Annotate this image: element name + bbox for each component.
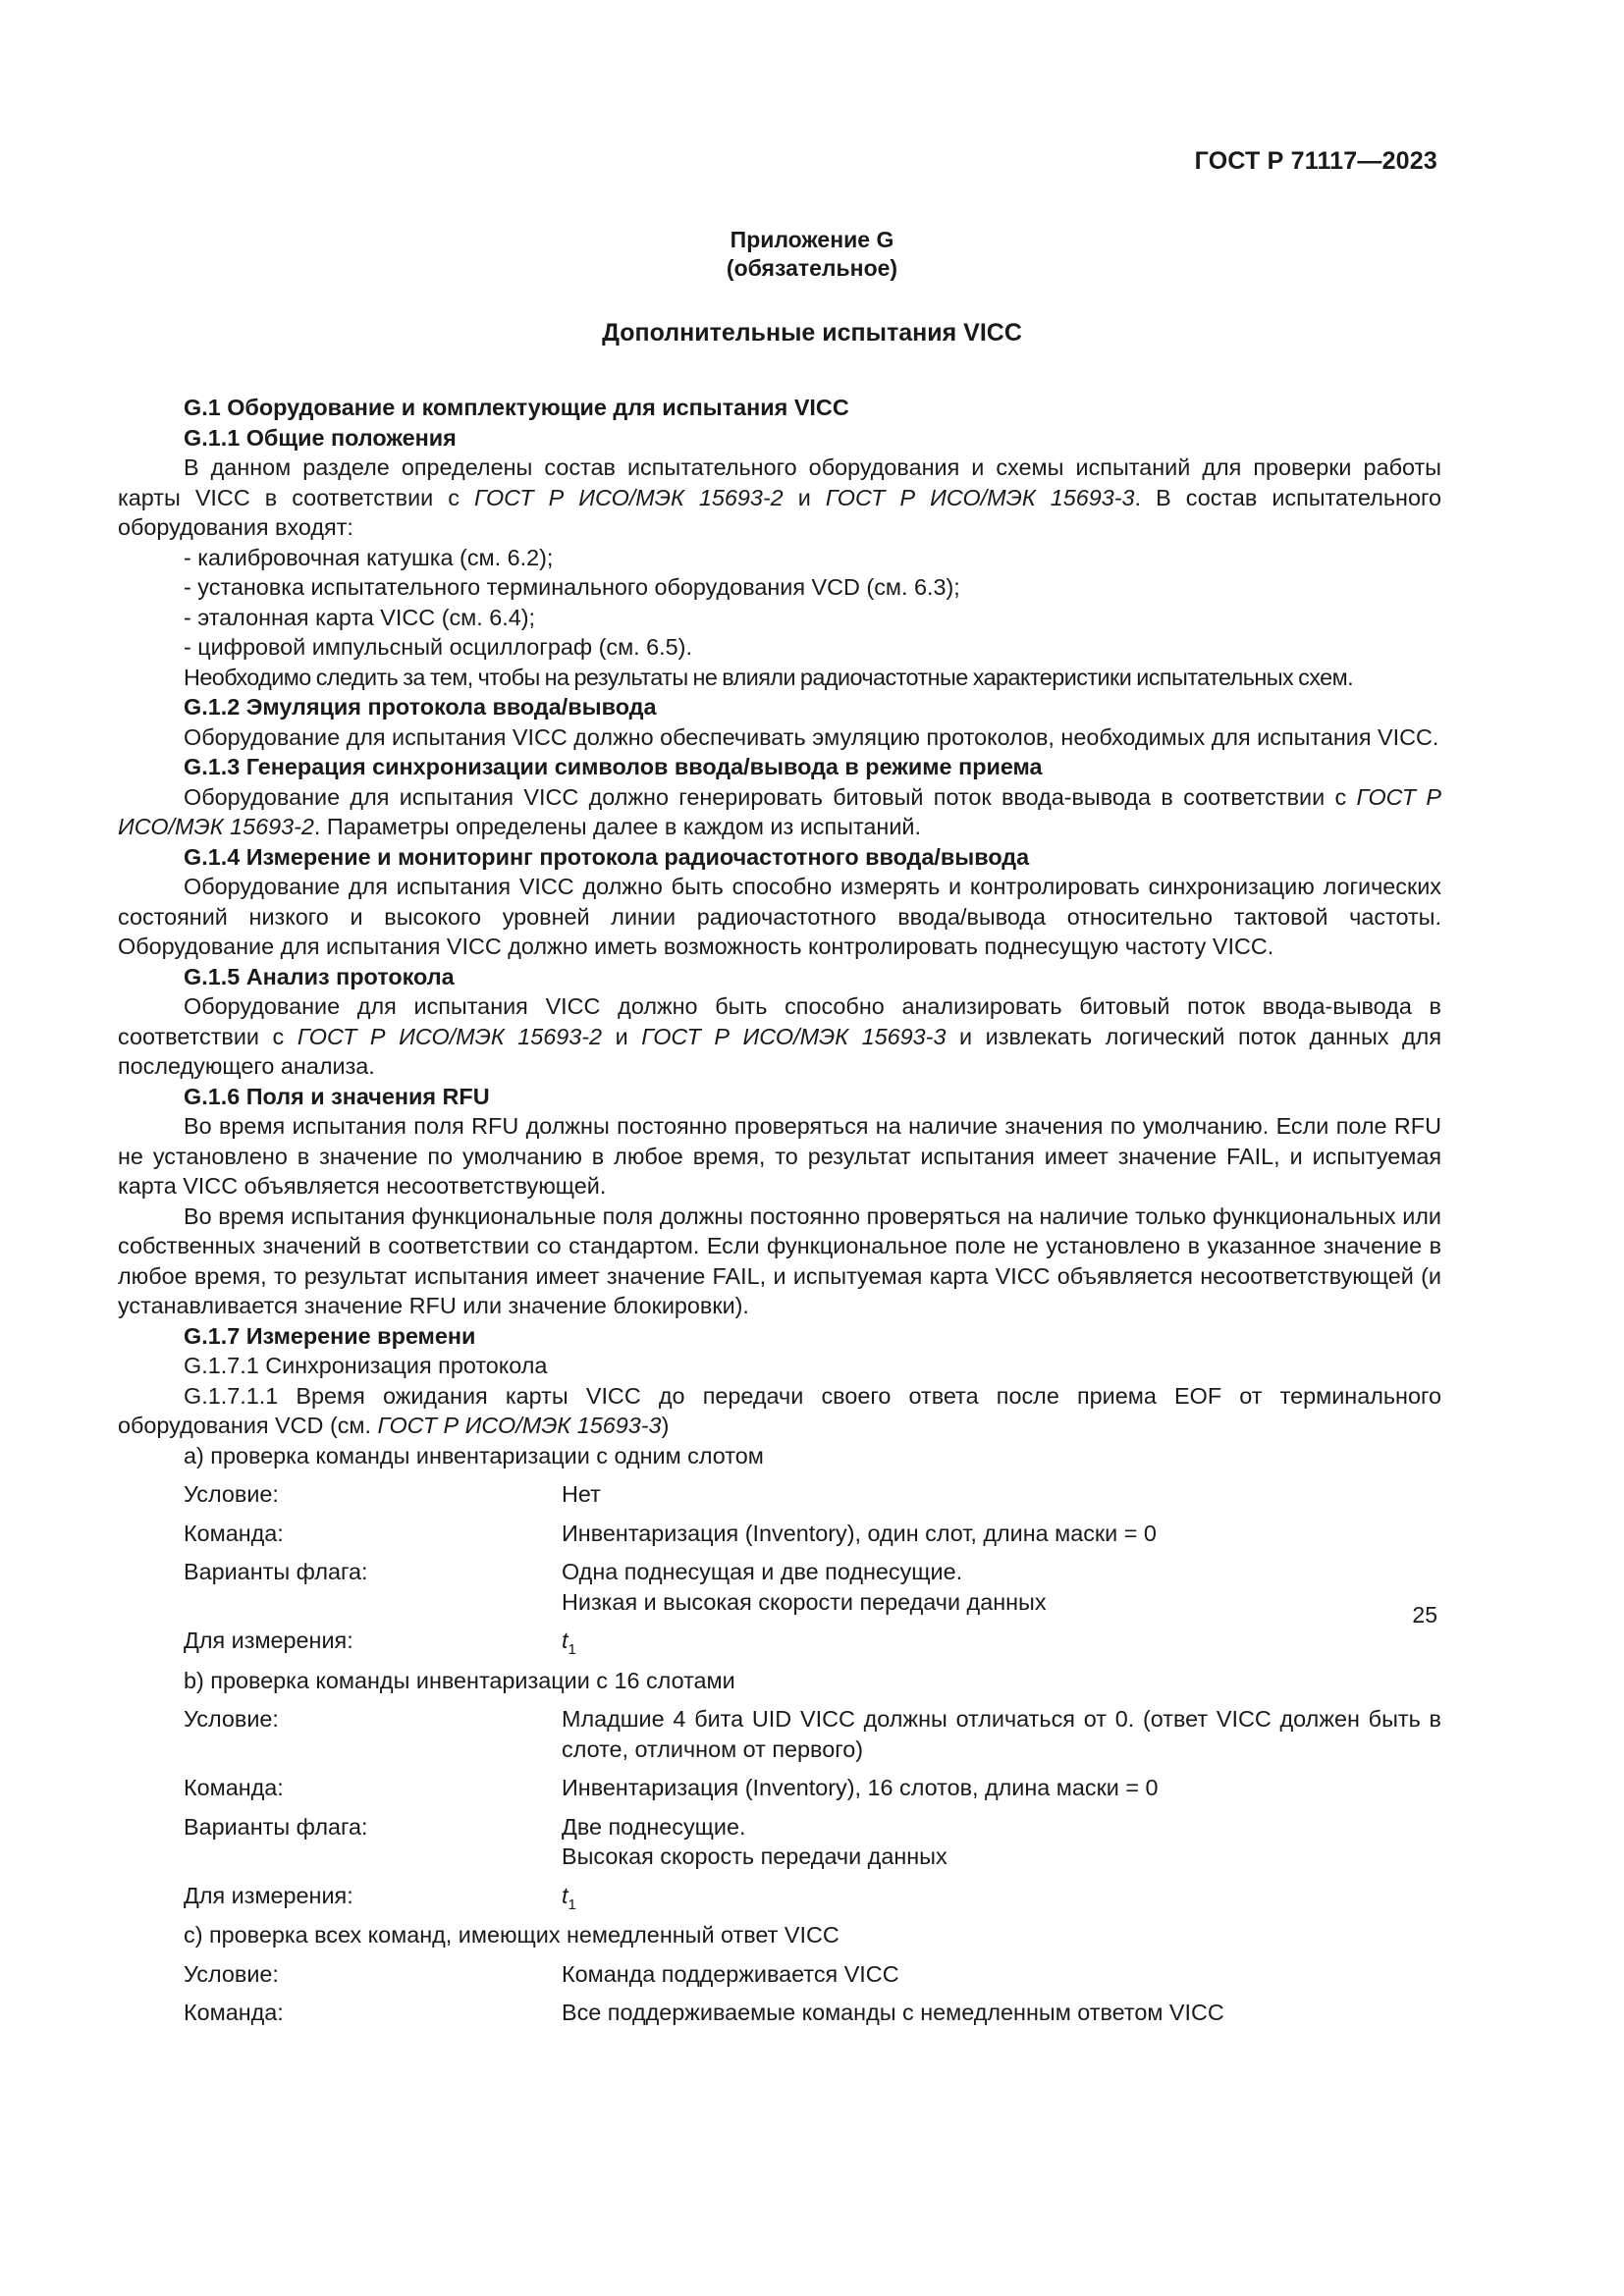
test-title-c: с) проверка всех команд, имеющих немедленный ответ VICC [184,1922,839,1948]
row-label: Команда: [184,1775,284,1800]
page-number: 25 [1412,1602,1437,1628]
section-heading-g1-2: G.1.2 Эмуляция протокола ввода/вывода [184,694,657,720]
row-label: Условие: [184,1960,279,1987]
table-row [184,1617,1441,1666]
row-value: Команда поддерживается VICC [562,1960,899,1987]
paragraph: Оборудование для испытания VICC должно генерировать битовый поток ввода-вывода в соответствии с ГОСТ Р ИСО/МЭК 15693-2. Параметры определены далее в каждом из испытаний. [118,783,1441,839]
row-value: $t_1$ [562,1628,576,1658]
table-row [184,1764,1441,1803]
list-item: - калибровочная катушка (см. 6.2); [184,544,554,570]
row-label: Варианты флага: [184,1813,368,1840]
row-label: Для измерения: [184,1882,353,1908]
row-value: Младшие 4 бита UID VICC должны отличаться от 0. (ответ VICC должен быть в слоте, отличном от первого) [562,1706,1441,1762]
row-label: Команда: [184,2000,284,2025]
note-paragraph: Необходимо следить за тем, чтобы на результаты не влияли радиочастотные характеристики испытательных схем. [184,664,1354,690]
table-row [184,1510,1441,1549]
section-heading-g1-3: G.1.3 Генерация синхронизации символов ввода/вывода в режиме приема [184,754,1043,779]
section-heading-g1-1: G.1.1 Общие положения [184,424,457,451]
annex-heading [0,226,1624,283]
section-heading-g1-5: G.1.5 Анализ протокола [184,963,455,989]
table-row [184,1989,1441,2028]
row-value: Две поднесущие. Высокая скорость передачи данных [562,1813,947,1869]
row-label: Команда: [184,1520,284,1546]
test-table-a [184,1470,1441,1666]
list-item: - эталонная карта VICC (см. 6.4); [184,604,536,630]
reference: ГОСТ Р ИСО/МЭК 15693-3 [377,1413,662,1438]
table-row [184,1548,1441,1617]
list-item: - установка испытательного терминального оборудования VCD (см. 6.3); [184,574,960,600]
reference: ГОСТ Р ИСО/МЭК 15693-2 [118,783,1441,839]
table-row [184,1470,1441,1510]
list-item: - цифровой импульсный осциллограф (см. 6.5). [184,634,692,660]
subsection-heading: G.1.7.1 Синхронизация протокола [184,1353,548,1378]
paragraph: В данном разделе определены состав испытательного оборудования и схемы испытаний для проверки работы карты VICC в соответствии с ГОСТ Р ИСО/МЭК 15693-2 и ГОСТ Р ИСО/МЭК 15693-3. В состав испытательного оборудования входят: [118,454,1441,540]
paragraph: G.1.7.1.1 Время ожидания карты VICC до передачи своего ответа после приема EOF от терминального оборудования VCD (см. ГОСТ Р ИСО/МЭК 15693-3) [118,1382,1441,1438]
row-label: Для измерения: [184,1628,353,1653]
reference: ГОСТ Р ИСО/МЭК 15693-2 [474,484,784,510]
table-row [184,1803,1441,1872]
section-heading-g1-6: G.1.6 Поля и значения RFU [184,1083,490,1109]
row-label: Варианты флага: [184,1559,368,1584]
annex-label: Приложение G [730,227,894,252]
row-value: Инвентаризация (Inventory), 16 слотов, длина маски = 0 [562,1775,1159,1800]
row-value: Одна поднесущая и две поднесущие. Низкая и высокая скорости передачи данных [562,1559,1047,1615]
row-value: Все поддерживаемые команды с немедленным ответом VICC [562,2000,1224,2025]
reference: ГОСТ Р ИСО/МЭК 15693-3 [641,1023,947,1049]
table-row [184,1872,1441,1921]
row-label: Условие: [184,1706,279,1732]
test-title-b: b) проверка команды инвентаризации с 16 слотами [184,1667,735,1693]
test-table-b [184,1695,1441,1920]
table-row [184,1950,1441,1990]
annex-status: (обязательное) [726,255,898,281]
row-value: Инвентаризация (Inventory), один слот, длина маски = 0 [562,1520,1157,1546]
reference: ГОСТ Р ИСО/МЭК 15693-2 [297,1023,603,1049]
paragraph: Во время испытания функциональные поля должны постоянно проверяться на наличие только функциональных или собственных значений в соответствии со стандартом. Если функциональное поле не установлено в указанное значение в любое время, то результат испытания имеет значение FAIL, и испытуемая карта VICC объявляется несоответствующей (и устанавливается значение RFU или значение блокировки). [118,1202,1441,1318]
row-value: $t_1$ [562,1882,576,1913]
paragraph: Оборудование для испытания VICC должно быть способно измерять и контролировать синхронизацию логических состояний низкого и высокого уровней линии радиочастотного ввода/вывода относительно тактовой частоты. Оборудование для испытания VICC должно иметь возможность контролировать поднесущую частоту VICC. [118,874,1441,959]
paragraph: Оборудование для испытания VICC должно обеспечивать эмуляцию протоколов, необходимых для испытания VICC. [184,723,1439,750]
test-title-a: а) проверка команды инвентаризации с одним слотом [184,1442,764,1468]
reference: ГОСТ Р ИСО/МЭК 15693-3 [825,484,1135,510]
section-heading-g1-7: G.1.7 Измерение времени [184,1322,476,1349]
test-table-c [184,1950,1441,2028]
row-value: Нет [562,1481,601,1507]
table-row [184,1695,1441,1764]
page-title: Дополнительные испытания VICC [602,319,1022,347]
section-heading-g1: G.1 Оборудование и комплектующие для испытания VICC [184,395,849,420]
paragraph: Оборудование для испытания VICC должно быть способно анализировать битовый поток ввода-вывода в соответствии с ГОСТ Р ИСО/МЭК 15693-2 и ГОСТ Р ИСО/МЭК 15693-3 и извлекать логический поток данных для последующего анализа. [118,993,1441,1079]
section-heading-g1-4: G.1.4 Измерение и мониторинг протокола радиочастотного ввода/вывода [184,843,1030,870]
document-body [118,393,1441,2028]
standard-code: ГОСТ Р 71117—2023 [1194,147,1437,175]
row-label: Условие: [184,1481,279,1507]
paragraph: Во время испытания поля RFU должны постоянно проверяться на наличие значения по умолчанию. Если поле RFU не установлено в значение по умолчанию в любое время, то результат испытания имеет значение FAIL, и испытуемая карта VICC объявляется несоответствующей. [118,1113,1441,1199]
